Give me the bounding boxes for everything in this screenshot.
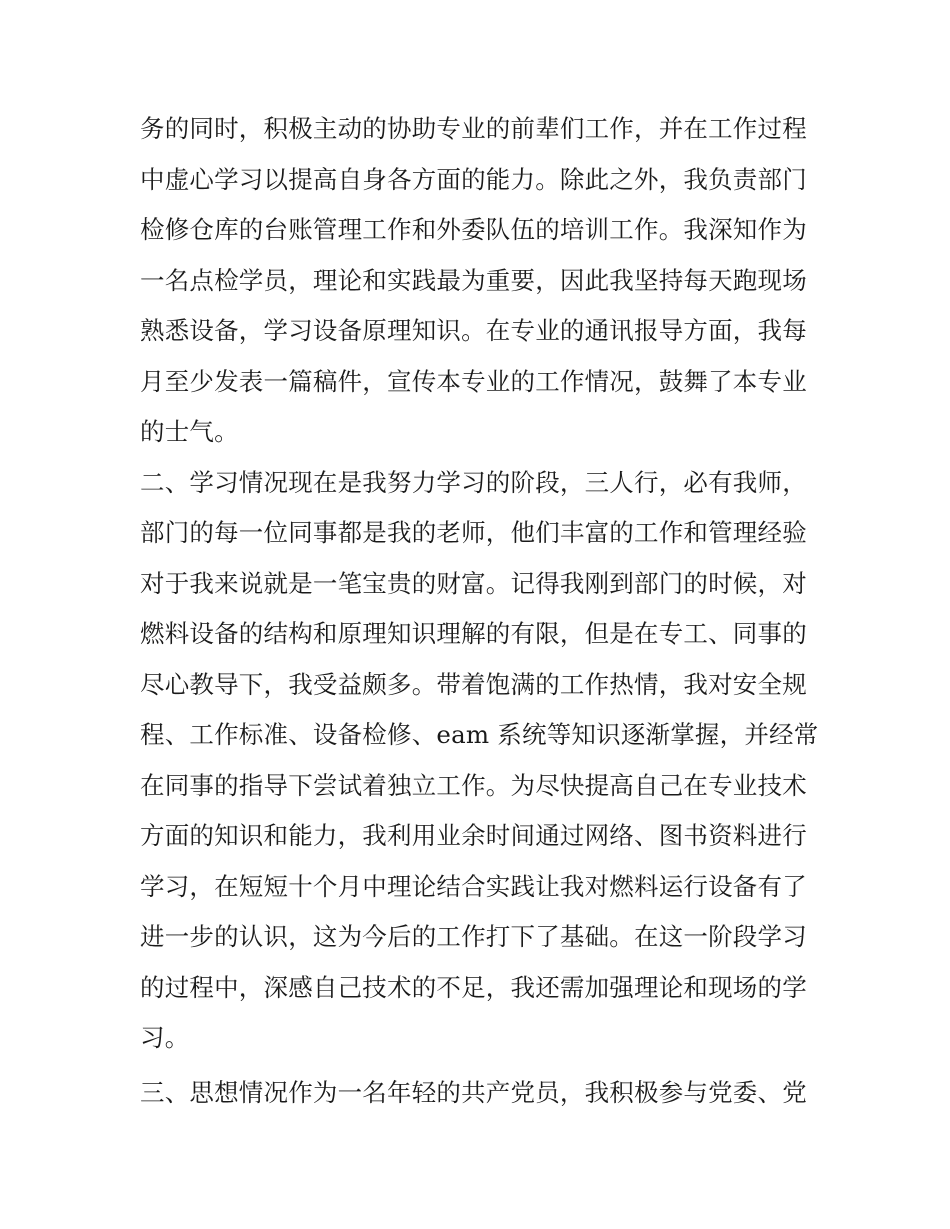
text-line: 习。 — [140, 1023, 190, 1052]
text-line: 的士气。 — [140, 417, 239, 446]
text-line: 的过程中，深感自己技术的不足，我还需加强理论和现场的学 — [140, 972, 807, 1002]
paragraph-1 — [140, 104, 820, 458]
text-line: 学习，在短短十个月中理论结合实践让我对燃料运行设备有了 — [140, 871, 807, 901]
text-line: 务的同时，积极主动的协助专业的前辈们工作，并在工作过程 — [140, 114, 807, 143]
document-page — [140, 104, 820, 1118]
text-line: 燃料设备的结构和原理知识理解的有限，但是在专工、同事的 — [140, 619, 807, 648]
text-line: 检修仓库的台账管理工作和外委队伍的培训工作。我深知作为 — [140, 215, 807, 244]
text-line: 中虚心学习以提高自身各方面的能力。除此之外，我负责部门 — [140, 164, 807, 194]
text-line: 方面的知识和能力，我利用业余时间通过网络、图书资料进行 — [140, 821, 807, 850]
text-line: 在同事的指导下尝试着独立工作。为尽快提高自己在专业技术 — [140, 770, 807, 800]
text-line: 程、工作标准、设备检修、eam 系统等知识逐渐掌握，并经常 — [140, 720, 819, 749]
text-line: 对于我来说就是一笔宝贵的财富。记得我刚到部门的时候，对 — [140, 568, 807, 598]
text-line: 月至少发表一篇稿件，宣传本专业的工作情况，鼓舞了本专业 — [140, 366, 807, 396]
paragraph-2 — [140, 458, 820, 1064]
text-line: 三、思想情况作为一名年轻的共产党员，我积极参与党委、党 — [140, 1077, 807, 1107]
text-line: 部门的每一位同事都是我的老师，他们丰富的工作和管理经验 — [140, 518, 807, 547]
text-line: 进一步的认识，这为今后的工作打下了基础。在这一阶段学习 — [140, 922, 807, 951]
text-line: 尽心教导下，我受益颇多。带着饱满的工作热情，我对安全规 — [140, 669, 807, 699]
text-line: 二、学习情况现在是我努力学习的阶段，三人行，必有我师， — [140, 467, 807, 497]
text-line: 一名点检学员，理论和实践最为重要，因此我坚持每天跑现场 — [140, 265, 807, 295]
paragraph-3 — [140, 1068, 820, 1119]
text-line: 熟悉设备，学习设备原理知识。在专业的通讯报导方面，我每 — [140, 316, 807, 345]
